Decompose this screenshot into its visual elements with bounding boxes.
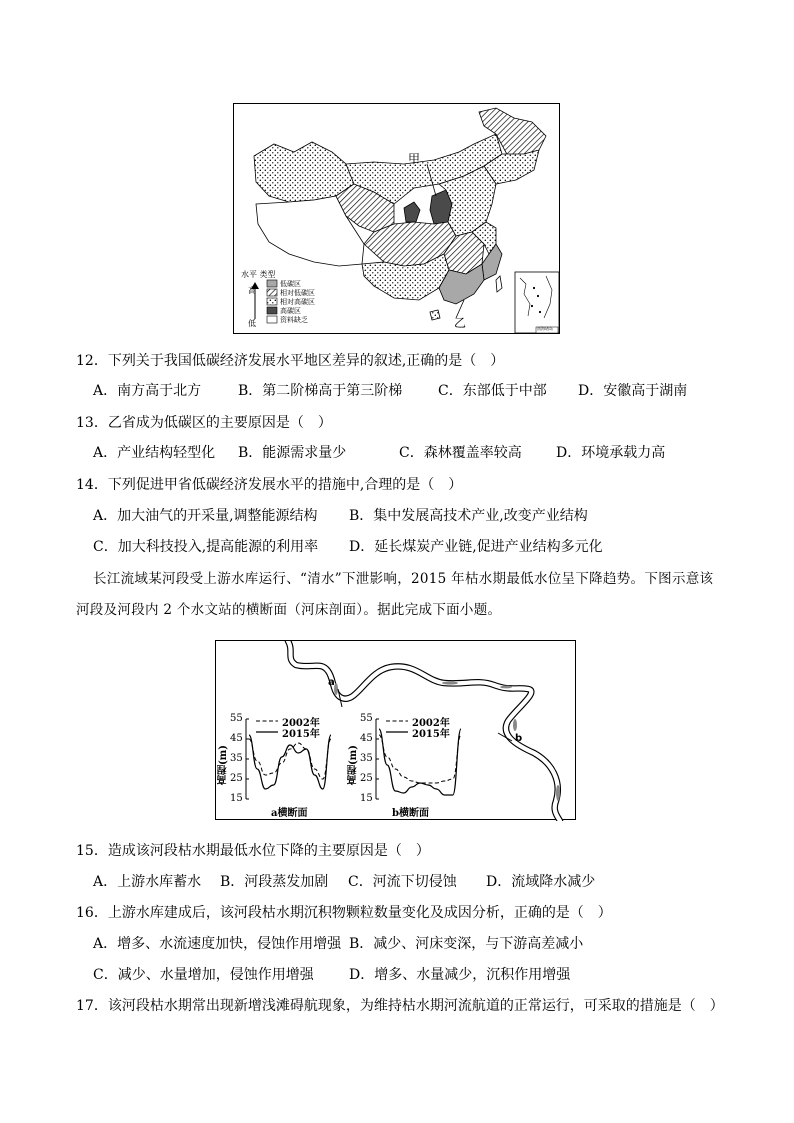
region-xinjiang	[254, 142, 354, 202]
question-15-stem: 15．造成该河段枯水期最低水位下降的主要原因是（ ）	[76, 843, 430, 859]
b-caption: b横断面	[392, 808, 429, 819]
question-13-stem: 13．乙省成为低碳区的主要原因是（ ）	[76, 415, 332, 431]
inset-label: 南海诸岛	[537, 326, 553, 331]
q15-option-a: A．上游水库蓄水	[93, 874, 202, 890]
q14-option-a: A．加大油气的开采量,调整能源结构	[93, 508, 318, 524]
q15-option-c: C．河流下切侵蚀	[348, 874, 457, 890]
b-ylabel: 高程(m)	[348, 745, 359, 786]
a-ytick-45: 45	[230, 733, 243, 744]
b-ytick-45: 45	[360, 733, 373, 744]
b-legend-2015: 2015年	[412, 729, 450, 740]
legend-item-rel-high: 相对高碳区	[280, 298, 315, 306]
q15-option-b: B．河段蒸发加剧	[220, 874, 329, 890]
legend-item-rel-low: 相对低碳区	[280, 289, 315, 297]
q16-option-a: A．增多、水流速度加快，侵蚀作用增强	[93, 936, 342, 952]
legend-swatch-rel-high	[267, 298, 277, 305]
a-line-2015	[249, 735, 331, 789]
b-ytick-25: 25	[360, 773, 373, 784]
legend-swatch-low	[267, 280, 277, 287]
q13-option-a: A．产业结构轻型化	[93, 445, 216, 461]
legend-item-high: 高碳区	[280, 307, 301, 315]
a-ytick-15: 15	[230, 793, 243, 804]
question-17-stem: 17．该河段枯水期常出现新增浅滩碍航现象，为维持枯水期河流航道的正常运行，可采取的措施是（ ）	[76, 998, 724, 1014]
legend-swatch-rel-low	[267, 289, 277, 296]
b-ytick-15: 15	[360, 793, 373, 804]
passage-line-1: 长江流域某河段受上游水库运行、“清水”下泄影响，2015 年枯水期最低水位呈下降趋势。下图示意该	[93, 571, 714, 587]
legend-swatch-nodata	[267, 316, 277, 323]
label-jia: 甲	[408, 152, 421, 166]
q13-option-c: C．森林覆盖率较高	[399, 445, 522, 461]
a-legend-2002: 2002年	[282, 718, 320, 729]
q13-option-d: D．环境承载力高	[556, 445, 666, 461]
q12-option-c: C．东部低于中部	[438, 383, 547, 399]
legend-item-low: 低碳区	[280, 280, 301, 288]
region-taiwan	[496, 276, 502, 292]
question-12-stem: 12．下列关于我国低碳经济发展水平地区差异的叙述,正确的是（ ）	[76, 353, 505, 369]
q15-option-d: D．流域降水减少	[486, 874, 596, 890]
passage-line-2: 河段及河段内 2 个水文站的横断面（河床剖面）。据此完成下面小题。	[76, 602, 502, 618]
river-cross-section-figure	[215, 640, 576, 820]
b-ytick-35: 35	[360, 753, 373, 764]
river-figure-graphic	[216, 641, 577, 821]
question-16-stem: 16．上游水库建成后，该河段枯水期沉积物颗粒数量变化及成因分析，正确的是（ ）	[76, 905, 612, 921]
site-a-label: a	[328, 677, 335, 688]
a-ytick-25: 25	[230, 773, 243, 784]
q16-option-c: C．减少、水量增加，侵蚀作用增强	[93, 967, 314, 983]
q16-option-b: B．减少、河床变深，与下游高差减小	[349, 936, 584, 952]
region-ningxia	[404, 202, 420, 222]
region-zhejiang	[482, 244, 502, 280]
a-caption: a横断面	[271, 808, 308, 819]
q12-option-b: B．第二阶梯高于第三阶梯	[238, 383, 403, 399]
b-ytick-55: 55	[360, 713, 373, 724]
q14-option-b: B．集中发展高技术产业,改变产业结构	[349, 508, 588, 524]
a-ytick-35: 35	[230, 753, 243, 764]
region-hainan	[430, 310, 440, 320]
legend-swatch-high	[267, 307, 277, 314]
a-ylabel: 高程(m)	[218, 745, 229, 786]
legend-item-nodata: 资料缺乏	[280, 316, 308, 324]
legend-low: 低	[248, 319, 256, 328]
legend-high: 高	[248, 286, 256, 295]
b-legend-2002: 2002年	[412, 718, 450, 729]
question-14-stem: 14．下列促进甲省低碳经济发展水平的措施中,合理的是（ ）	[76, 477, 463, 493]
a-ytick-55: 55	[230, 713, 243, 724]
q12-option-a: A．南方高于北方	[93, 383, 202, 399]
q14-option-c: C．加大科技投入,提高能源的利用率	[93, 539, 319, 555]
site-b-label: b	[515, 733, 523, 744]
q14-option-d: D．延长煤炭产业链,促进产业结构多元化	[349, 539, 603, 555]
q13-option-b: B．能源需求量少	[238, 445, 347, 461]
legend-title: 水平 类型	[241, 270, 276, 279]
q16-option-d: D．增多、水量减少，沉积作用增强	[349, 967, 571, 983]
q12-option-d: D．安徽高于湖南	[578, 383, 688, 399]
china-carbon-map	[233, 103, 560, 334]
a-legend-2015: 2015年	[282, 729, 320, 740]
label-yi: 乙	[454, 316, 467, 330]
